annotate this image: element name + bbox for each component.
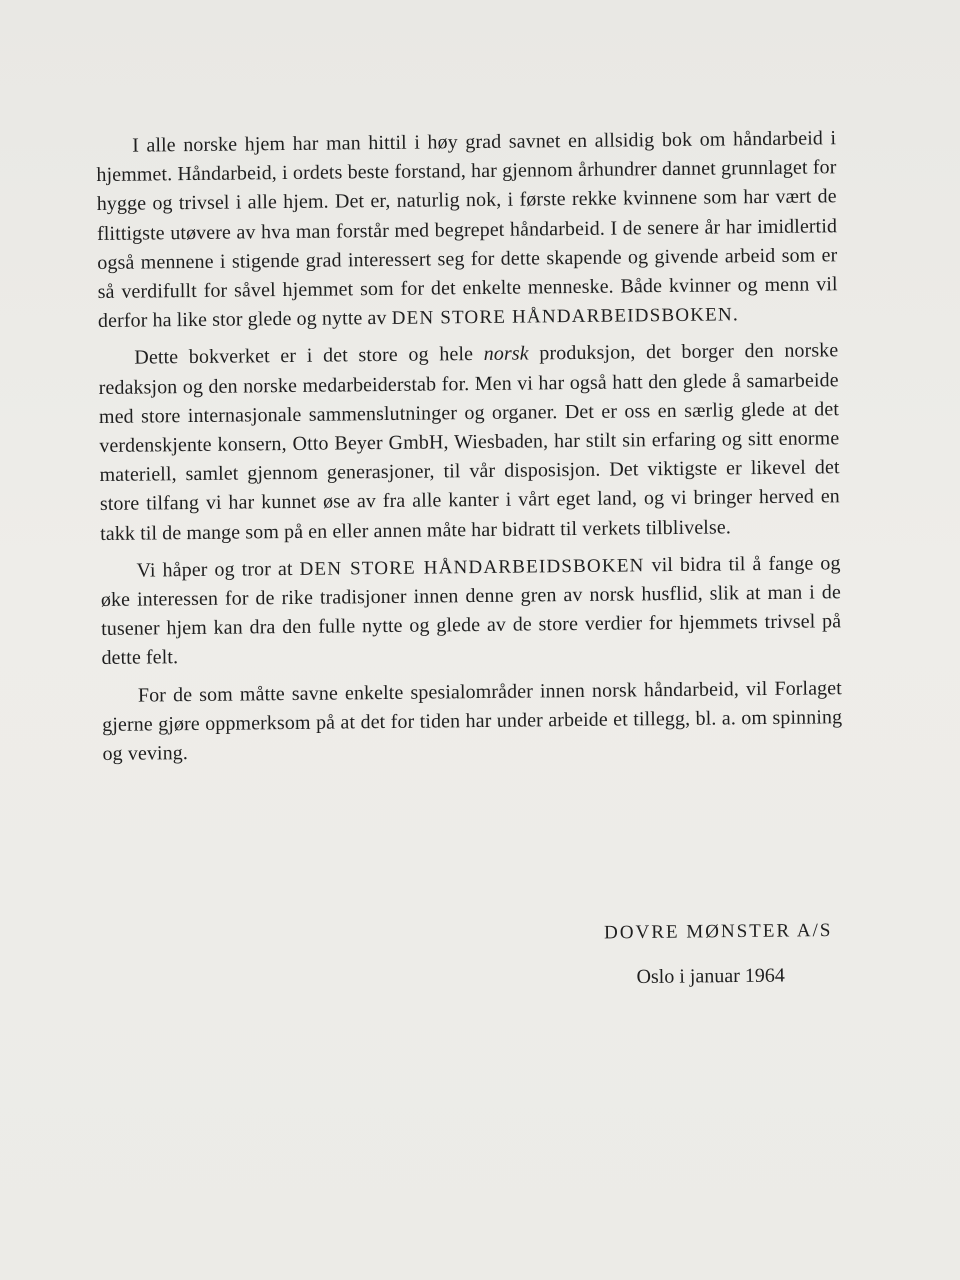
- foreword-text: [96, 124, 843, 777]
- signature-block: [604, 920, 833, 989]
- paragraph-1: [96, 124, 838, 336]
- p2-text-a: Dette bokverket er i det store og hele: [134, 343, 484, 370]
- p1-text-a: I alle norske hjem har man hittil i høy grad savnet en allsidig bok om håndarbeid i hjemmet. Håndarbeid, i ordets beste forstand, har gjennom århundrer dannet grunnlaget for hygge og trivsel i alle hjem. Det er, naturlig nok, i første rekke kvinnene som har vært de flittigste utøvere av hva man forstår med begrepet håndarbeid. I de senere år har imidlertid også mennene i stigende grad interessert seg for dette skapende og givende arbeid som er så verdifullt for såvel hjemmet som for det enkelte menneske. Både kvinner og menn vil derfor ha like stor glede og nytte av: [96, 127, 838, 333]
- paragraph-2: [98, 337, 840, 549]
- p2-italic-word: norsk: [483, 342, 529, 366]
- p1-book-title: DEN STORE HÅNDARBEIDSBOKEN: [391, 304, 733, 330]
- p3-text-b: vil bidra til å fange og øke interessen for de rike tradisjoner innen denne gren av norsk husflid, slik at man i de tusener hjem kan dra den fulle nytte og glede av de store verdier for hjemmets trivsel på dette felt.: [100, 552, 842, 670]
- p3-book-title: DEN STORE HÅNDARBEIDSBOKEN: [299, 555, 645, 580]
- p4-text: For de som måtte savne enkelte spesialområder innen norsk håndarbeid, vil Forlaget gjerne gjøre oppmerksom på at det for tiden har under arbeide et tillegg, bl. a. om spinning og veving.: [102, 676, 843, 766]
- paragraph-3: [100, 549, 841, 674]
- p3-text-a: Vi håper og tror at: [136, 557, 300, 582]
- p2-text-b: produksjon, det borger den norske redaksjon og den norske medarbeiderstab for. Men vi har også hatt den glede å samarbeide med store internasjonale sammenslutninger og organer. Det er oss en særlig glede at det verdenskjente konsern, Otto Beyer GmbH, Wiesbaden, har stilt sin erfaring og sitt enorme materiell, samlet gjennom generasjoner, til vår disposisjon. Det viktigste er likevel det store tilfang vi har kunnet øse av fra alle kanter i vårt eget land, og vi bringer herved en takk til de mange som på en eller annen måte har bidratt til verkets tilblivelse.: [98, 339, 840, 545]
- paragraph-4: [102, 674, 843, 769]
- p1-text-b: .: [732, 303, 739, 326]
- place-date: Oslo i januar 1964: [636, 964, 785, 989]
- publisher-name: DOVRE MØNSTER A/S: [603, 920, 833, 944]
